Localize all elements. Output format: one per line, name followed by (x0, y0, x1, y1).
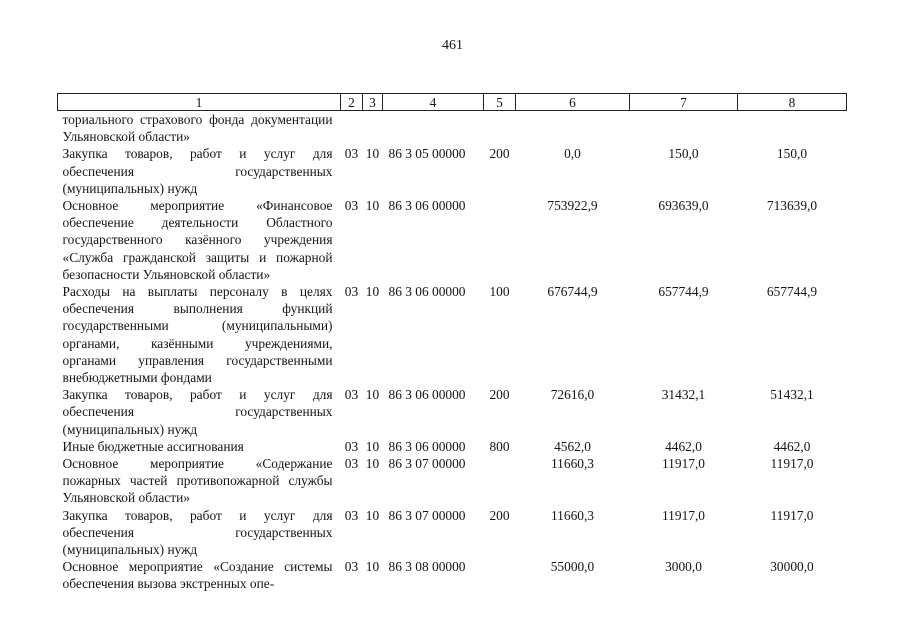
table-row (58, 455, 847, 507)
row-amount-col6: 11660,3 (550, 456, 595, 472)
header-col-5: 5 (484, 94, 516, 111)
row-amount-col6 (516, 111, 630, 146)
header-col-8: 8 (738, 94, 847, 111)
row-target-code: 86 3 07 00000 (388, 456, 466, 472)
row-name: Иные бюджетные ассигнования (62, 438, 244, 454)
row-amount-col6: 0,0 (564, 146, 581, 162)
header-col-3: 3 (363, 94, 383, 111)
row-name: ториального страхового фонда документации Ульяновской области» (62, 112, 333, 145)
row-amount-col6: 72616,0 (550, 387, 595, 403)
table-row (58, 145, 847, 197)
row-subsection: 10 (365, 387, 380, 403)
row-name: Закупка товаров, работ и услуг для обеспечения государственных (муниципальных) нужд (62, 146, 333, 196)
header-col-7: 7 (630, 94, 738, 111)
row-section (341, 111, 363, 146)
row-amount-col7: 3000,0 (665, 559, 702, 575)
row-section: 03 (344, 284, 359, 300)
row-target-code (383, 111, 484, 146)
row-section: 03 (344, 146, 359, 162)
table-row (58, 386, 847, 438)
budget-table (57, 93, 847, 593)
row-amount-col6: 11660,3 (550, 507, 595, 523)
row-name: Основное мероприятие «Создание системы обеспечения вызова экстренных опе- (62, 559, 333, 592)
row-expense-type: 100 (489, 284, 510, 300)
row-expense-type: 200 (489, 507, 510, 523)
row-amount-col8: 713639,0 (766, 198, 818, 214)
row-amount-col7: 31432,1 (661, 387, 706, 403)
row-amount-col6: 753922,9 (547, 198, 598, 214)
row-amount-col6: 55000,0 (550, 559, 595, 575)
table-header (58, 94, 847, 111)
row-subsection: 10 (365, 284, 380, 300)
row-expense-type: 200 (489, 146, 510, 162)
row-name: Основное мероприятие «Содержание пожарных частей противопожарной службы Ульяновской области» (62, 456, 333, 506)
row-amount-col8: 150,0 (776, 146, 808, 162)
row-amount-col8 (738, 111, 847, 146)
row-amount-col7: 693639,0 (658, 198, 709, 214)
row-amount-col8: 11917,0 (770, 456, 814, 472)
table-body (58, 111, 847, 593)
row-target-code: 86 3 07 00000 (388, 507, 466, 523)
row-amount-col7: 657744,9 (658, 284, 709, 300)
row-target-code: 86 3 06 00000 (388, 387, 466, 403)
row-amount-col8: 11917,0 (770, 507, 814, 523)
row-section: 03 (344, 198, 359, 214)
row-section: 03 (344, 438, 359, 454)
header-col-4: 4 (383, 94, 484, 111)
row-subsection: 10 (365, 559, 380, 575)
row-name: Закупка товаров, работ и услуг для обеспечения государственных (муниципальных) нужд (62, 507, 333, 558)
row-amount-col7: 150,0 (668, 146, 699, 162)
row-section: 03 (344, 559, 359, 575)
row-expense-type: 800 (489, 438, 510, 454)
row-name: Расходы на выплаты персоналу в целях обеспечения выполнения функций государственными (муниципальными) органами, казёнными учреждениями, органами управления государственными внебюджетными фондами (62, 284, 333, 386)
row-target-code: 86 3 05 00000 (388, 146, 466, 162)
row-target-code: 86 3 08 00000 (388, 559, 466, 575)
row-section: 03 (344, 507, 359, 523)
row-amount-col8: 4462,0 (773, 438, 811, 454)
page-number: 461 (442, 38, 463, 53)
table-row (58, 197, 847, 283)
table-row (58, 558, 847, 592)
row-expense-type (484, 455, 516, 507)
header-col-6: 6 (516, 94, 630, 111)
row-expense-type (484, 558, 516, 592)
row-subsection: 10 (365, 146, 380, 162)
header-col-2: 2 (341, 94, 363, 111)
row-subsection: 10 (365, 456, 380, 472)
row-subsection: 10 (365, 198, 380, 214)
row-amount-col8: 51432,1 (770, 387, 814, 403)
row-amount-col6: 676744,9 (547, 284, 598, 300)
row-subsection: 10 (365, 507, 380, 523)
table-row (58, 507, 847, 559)
row-amount-col7 (630, 111, 738, 146)
row-amount-col7: 11917,0 (661, 507, 706, 523)
table-row (58, 283, 847, 386)
header-col-1: 1 (58, 94, 341, 111)
row-target-code: 86 3 06 00000 (388, 284, 466, 300)
row-amount-col7: 4462,0 (665, 438, 702, 454)
row-name: Основное мероприятие «Финансовое обеспечение деятельности Областного государственного казённого учреждения «Служба гражданской защиты и пожарной безопасности Ульяновской области» (62, 198, 333, 282)
row-target-code: 86 3 06 00000 (388, 438, 466, 454)
table-row (58, 111, 847, 146)
row-amount-col6: 4562,0 (554, 438, 591, 454)
row-expense-type: 200 (489, 387, 510, 403)
row-subsection: 10 (365, 438, 380, 454)
row-name: Закупка товаров, работ и услуг для обеспечения государственных (муниципальных) нужд (62, 387, 333, 437)
row-target-code: 86 3 06 00000 (388, 198, 466, 214)
table-row (58, 438, 847, 455)
row-expense-type (484, 111, 516, 146)
header-row (58, 94, 847, 111)
row-section: 03 (344, 387, 359, 403)
row-section: 03 (344, 456, 359, 472)
row-amount-col8: 30000,0 (770, 559, 814, 575)
row-amount-col7: 11917,0 (661, 456, 706, 472)
row-subsection (363, 111, 383, 146)
row-expense-type (484, 197, 516, 283)
row-amount-col8: 657744,9 (766, 284, 818, 300)
